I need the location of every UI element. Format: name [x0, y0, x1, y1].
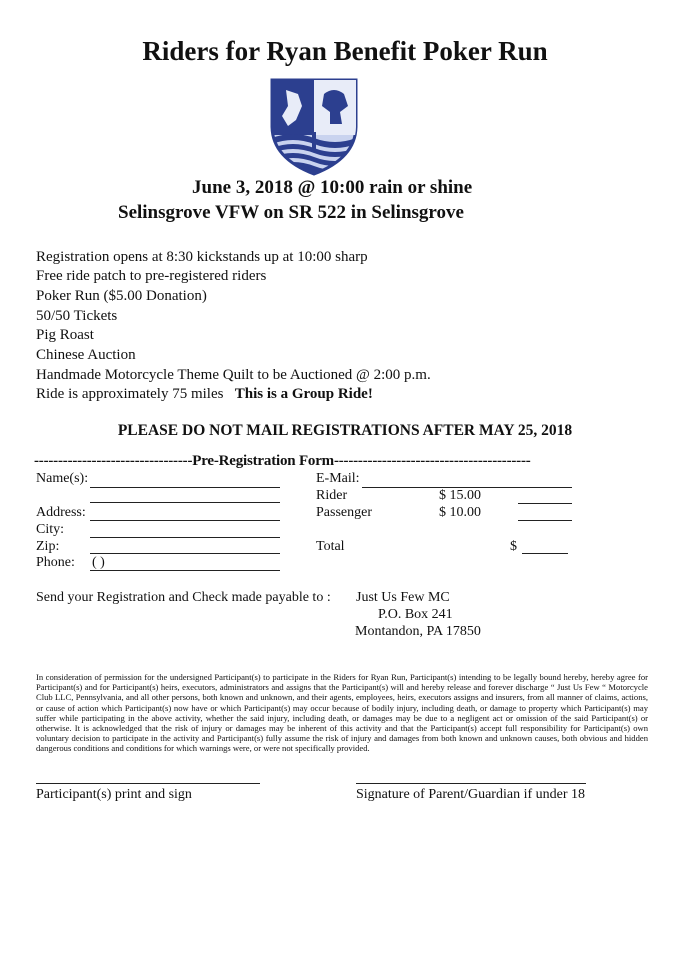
guardian-signature-label: Signature of Parent/Guardian if under 18	[356, 787, 585, 802]
guardian-signature-line[interactable]	[356, 783, 586, 784]
crest-logo	[268, 76, 360, 176]
rider-qty-field[interactable]	[518, 503, 572, 504]
passenger-label: Passenger	[316, 505, 372, 520]
address-line-2: P.O. Box 241	[378, 607, 453, 622]
city-field[interactable]	[90, 537, 280, 538]
name-field-2[interactable]	[90, 502, 280, 503]
phone-field[interactable]	[90, 570, 280, 571]
rider-label: Rider	[316, 488, 348, 503]
event-venue: Selinsgrove VFW on SR 522 in Selinsgrove	[118, 202, 464, 223]
info-item: Chinese Auction	[36, 347, 136, 363]
info-item: Poker Run ($5.00 Donation)	[36, 288, 207, 304]
liability-waiver: In consideration of permission for the undersigned Participant(s) to participate in the Riders for Ryan Run, Participant(s) intending to be legally bound hereby, hereby agree for Participant(s) and for Participant(s) heirs, executors, administrators and assigns that the Participant(s) will and hereby release and forever discharge “ Just Us Few “ Motorcycle Club LLC, Pennsylvania, and all other persons, both known and unknown, and their agents, employees, heirs, executors assigns and insurers, from all manner of claims, actions, or cause of action which Participant(s) now have or which Participant(s) may occur because of bodily injury, including death, or damage to property which Participant(s) may suffer while participating in the above activity, whether the said injury, including death, or damages may be due to a negligent act or omission of the said Participant(s) or otherwise. It is acknowledged that the risk of injury or damages may be inherent of this activity and that the Participant(s) accept full responsibility for Participant(s) own voluntary decision to participate in the activity and Participant(s) fully assume the risk of injury and damages from both known and unknown causes, both obvious and hidden dangerous conditions and conditions for which warnings were, or were not specifically provided.	[36, 672, 648, 754]
address-line-3: Montandon, PA 17850	[355, 624, 481, 639]
info-item: 50/50 Tickets	[36, 308, 118, 324]
info-item: Registration opens at 8:30 kickstands up at 10:00 sharp	[36, 249, 368, 265]
participant-signature-line[interactable]	[36, 783, 260, 784]
name-field[interactable]	[90, 487, 280, 488]
info-item: Handmade Motorcycle Theme Quilt to be Auctioned @ 2:00 p.m.	[36, 367, 431, 383]
total-label: Total	[316, 539, 345, 554]
total-field[interactable]	[522, 553, 568, 554]
form-header: ---------------------------------Pre-Registration Form-----------------------------------------	[34, 453, 531, 469]
total-currency: $	[510, 539, 517, 554]
passenger-price: $ 10.00	[439, 505, 481, 520]
info-item-ride-length	[36, 386, 373, 403]
page-title: Riders for Ryan Benefit Poker Run	[142, 36, 548, 66]
address-field[interactable]	[90, 520, 280, 521]
name-label: Name(s):	[36, 471, 89, 486]
city-label: City:	[36, 522, 65, 537]
participant-signature-label: Participant(s) print and sign	[36, 787, 192, 802]
ride-length: Ride is approximately 75 miles	[36, 386, 224, 402]
phone-parens: ( )	[92, 555, 105, 570]
info-item: Pig Roast	[36, 327, 94, 343]
zip-field[interactable]	[90, 553, 280, 554]
address-line-1: Just Us Few MC	[356, 590, 450, 605]
email-label: E-Mail:	[316, 471, 360, 486]
mail-deadline-notice: PLEASE DO NOT MAIL REGISTRATIONS AFTER MAY 25, 2018	[117, 422, 573, 439]
phone-label: Phone:	[36, 555, 75, 570]
info-item: Free ride patch to pre-registered riders	[36, 268, 267, 284]
event-date: June 3, 2018 @ 10:00 rain or shine	[192, 177, 473, 198]
passenger-qty-field[interactable]	[518, 520, 572, 521]
send-instructions: Send your Registration and Check made payable to :	[36, 590, 331, 605]
zip-label: Zip:	[36, 539, 60, 554]
rider-price: $ 15.00	[439, 488, 481, 503]
group-ride-note: This is a Group Ride!	[234, 386, 373, 402]
address-label: Address:	[36, 505, 86, 520]
